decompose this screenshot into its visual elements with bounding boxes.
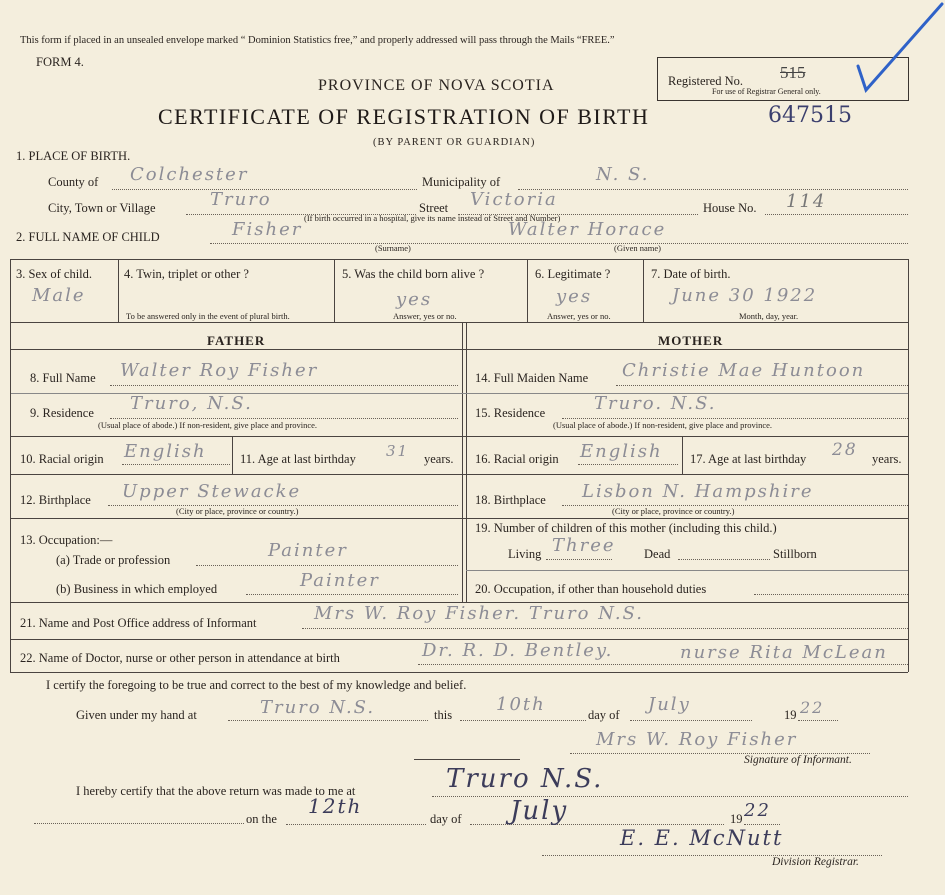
child-surname: Fisher [232,219,303,240]
father-age-suffix: years. [424,452,454,466]
given-month: July [648,694,691,715]
return-year: 22 [744,800,771,821]
father-racial-label: 10. Racial origin [20,452,104,466]
father-occupation-label: 13. Occupation:— [20,533,113,547]
legitimate-label: 6. Legitimate ? [535,267,611,281]
return-day-label: day of [430,812,462,826]
mother-racial-value: English [580,441,663,462]
mother-heading: MOTHER [658,333,724,348]
nurse-value: nurse Rita McLean [680,642,888,663]
on-the-label: on the [246,812,277,826]
municipality-label: Municipality of [422,175,501,189]
father-trade-value: Painter [268,540,348,561]
place-of-birth-heading: 1. PLACE OF BIRTH. [16,149,131,163]
alive-note: Answer, yes or no. [393,311,457,321]
mother-birthplace-label: 18. Birthplace [475,493,546,507]
return-place: Truro N.S. [446,764,604,794]
twin-label: 4. Twin, triplet or other ? [124,267,249,281]
mother-age-value: 28 [832,440,858,460]
living-value: Three [552,535,616,556]
return-month: July [510,796,569,826]
return-text: I hereby certify that the above return was made to me at [76,784,356,798]
county-label: County of [48,175,99,189]
dob-value: June 30 1922 [672,285,818,306]
city-value: Truro [210,189,272,210]
signature-caption: Signature of Informant. [744,754,852,766]
alive-label: 5. Was the child born alive ? [342,267,485,281]
given-year-prefix: 19 [784,708,797,722]
return-year-prefix: 19 [730,812,743,826]
father-birthplace-note: (City or place, province or country.) [176,506,299,516]
mother-occupation-label: 20. Occupation, if other than household duties [475,582,707,596]
father-age-label: 11. Age at last birthday [240,452,356,466]
dead-label: Dead [644,547,671,561]
living-label: Living [508,547,542,561]
father-residence-value: Truro, N.S. [130,393,253,414]
dob-note: Month, day, year. [739,311,799,321]
given-day-label: day of [588,708,620,722]
registrar-signature: E. E. McNutt [620,826,784,850]
check-mark-icon [850,0,945,100]
subtitle: (BY PARENT OR GUARDIAN) [373,137,536,148]
father-name-value: Walter Roy Fisher [120,360,319,381]
mother-age-suffix: years. [872,452,902,466]
legitimate-value: yes [556,286,593,307]
given-place: Truro N.S. [260,697,376,718]
mother-residence-note: (Usual place of abode.) If non-resident, give place and province. [553,420,773,430]
doctor-value: Dr. R. D. Bentley. [422,640,614,661]
registrar-general-note: For use of Registrar General only. [712,87,821,96]
mother-racial-label: 16. Racial origin [475,452,559,466]
father-birthplace-value: Upper Stewacke [122,481,302,502]
father-residence-note: (Usual place of abode.) If non-resident, give place and province. [98,420,318,430]
mother-name-value: Christie Mae Huntoon [622,360,866,381]
municipality-value: N. S. [596,164,650,185]
father-residence-label: 9. Residence [30,406,94,420]
registered-label: Registered No. [668,74,743,88]
certificate-title: CERTIFICATE OF REGISTRATION OF BIRTH [158,104,650,129]
street-value: Victoria [470,189,558,210]
given-year: 22 [800,698,825,717]
mother-name-label: 14. Full Maiden Name [475,371,589,385]
city-label: City, Town or Village [48,201,156,215]
twin-note: To be answered only in the event of plural birth. [126,311,290,321]
father-trade-label: (a) Trade or profession [56,553,171,567]
dob-label: 7. Date of birth. [651,267,731,281]
father-business-label: (b) Business in which employed [56,582,218,596]
child-given-name: Walter Horace [508,219,667,240]
given-name-caption: (Given name) [614,243,661,253]
given-day: 10th [496,694,546,715]
county-value: Colchester [130,164,249,185]
given-label: Given under my hand at [76,708,197,722]
registered-number: 515 [780,63,806,82]
return-day: 12th [308,794,363,818]
province-heading: PROVINCE OF NOVA SCOTIA [318,77,555,94]
father-racial-value: English [124,441,207,462]
informant-label: 21. Name and Post Office address of Informant [20,616,257,630]
child-name-label: 2. FULL NAME OF CHILD [16,230,160,244]
legitimate-note: Answer, yes or no. [547,311,611,321]
house-value: 114 [786,191,827,212]
father-birthplace-label: 12. Birthplace [20,493,91,507]
mother-residence-value: Truro. N.S. [594,393,717,414]
certify-text: I certify the foregoing to be true and correct to the best of my knowledge and belief. [46,678,467,692]
informant-value: Mrs W. Roy Fisher. Truro N.S. [314,603,644,624]
surname-caption: (Surname) [375,243,411,253]
house-label: House No. [703,201,757,215]
form-number: FORM 4. [36,55,84,69]
father-heading: FATHER [207,333,266,348]
mother-birthplace-note: (City or place, province or country.) [612,506,735,516]
registrar-caption: Division Registrar. [772,856,859,868]
doctor-label: 22. Name of Doctor, nurse or other person in attendance at birth [20,651,340,665]
mother-residence-label: 15. Residence [475,406,546,420]
father-name-label: 8. Full Name [30,371,96,385]
informant-signature: Mrs W. Roy Fisher [596,729,798,750]
mother-age-label: 17. Age at last birthday [690,452,807,466]
street-label: Street [419,201,449,215]
alive-value: yes [396,289,433,310]
father-business-value: Painter [300,570,380,591]
mother-children-label: 19. Number of children of this mother (including this child.) [475,521,777,535]
mother-birthplace-value: Lisbon N. Hampshire [582,481,814,502]
stamped-number: 647515 [768,103,852,128]
sex-label: 3. Sex of child. [16,267,93,281]
sex-value: Male [32,285,86,306]
father-age-value: 31 [386,442,410,460]
stillborn-label: Stillborn [773,547,817,561]
this-label: this [434,708,453,722]
hospital-note: (If birth occurred in a hospital, give its name instead of Street and Number) [304,213,561,223]
mail-notice: This form if placed in an unsealed envelope marked “ Dominion Statistics free,” and properly addressed will pass through the Mails “FREE.” [20,35,615,46]
